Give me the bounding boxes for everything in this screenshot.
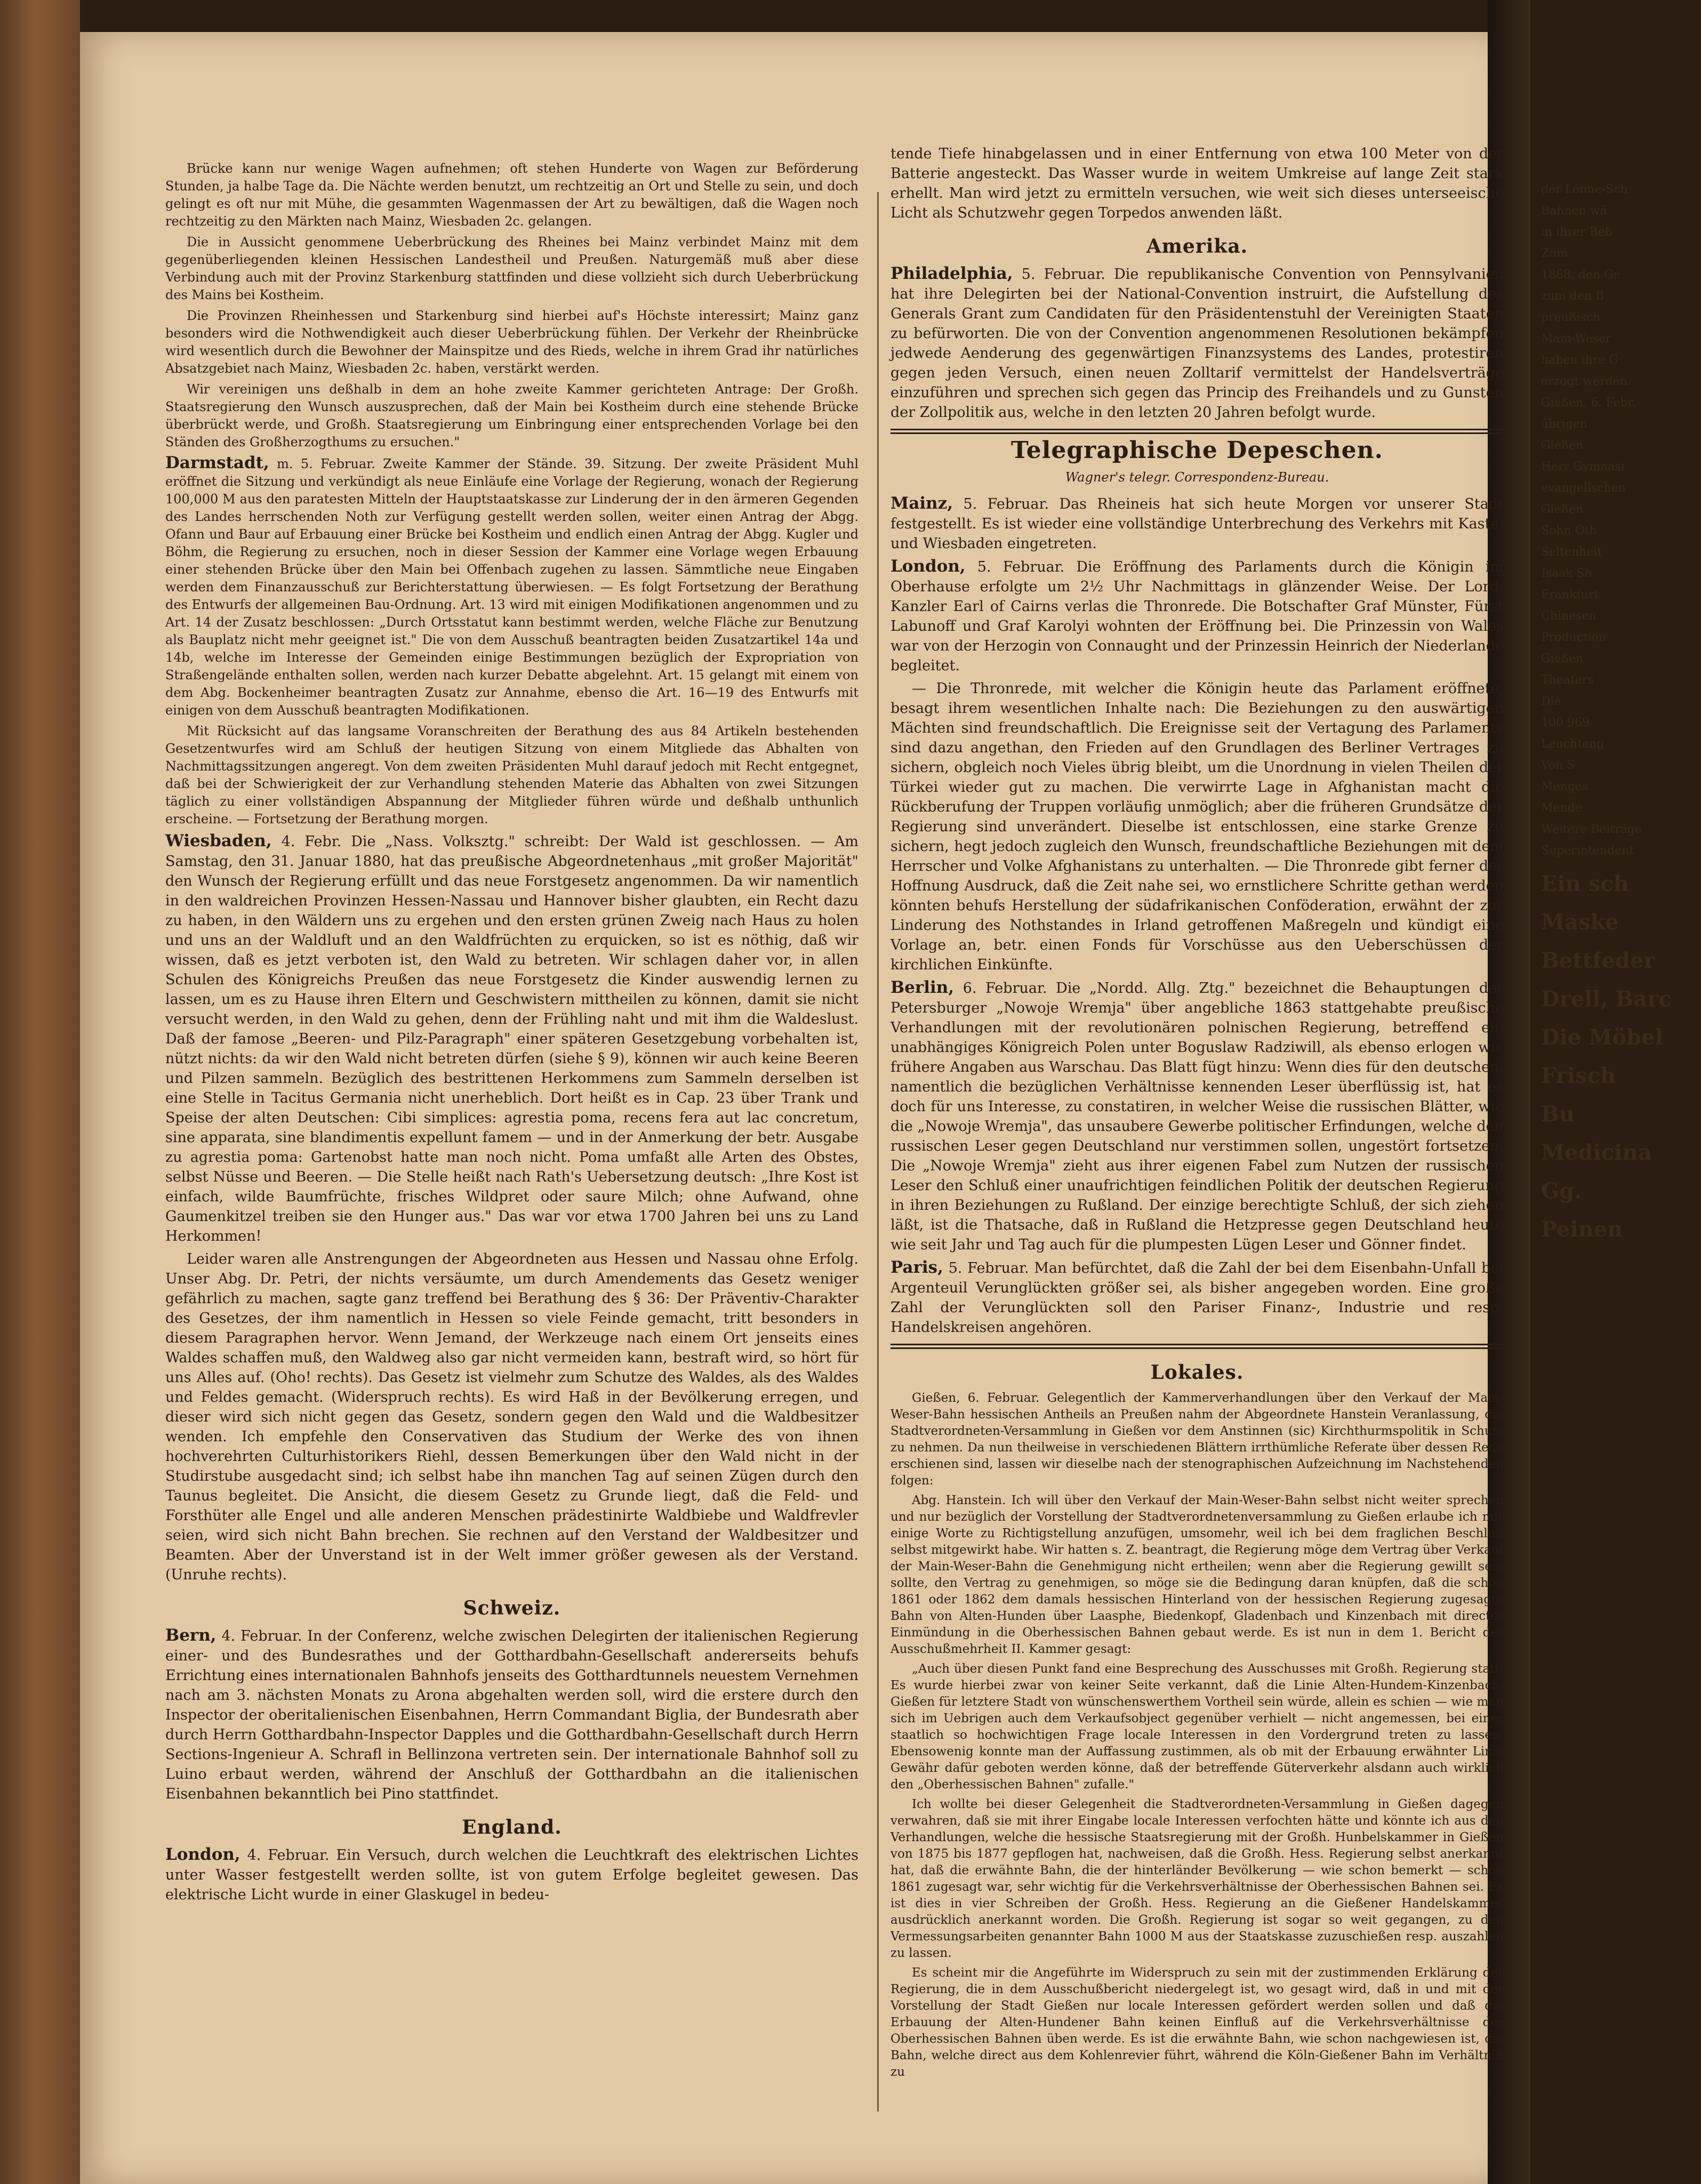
news-item-mainz [890, 494, 1504, 553]
cropped-line: 100 969 [1541, 716, 1590, 729]
column-middle [890, 144, 1504, 2084]
cropped-line: Mende [1541, 801, 1582, 815]
article-paragraph: Ich wollte bei dieser Gelegenheit die Stadtverordneten-Versammlung in Gießen dagegen verwahren, daß sie mit ihrer Eingabe locale Interessen verfochten hätte und könnte ich aus den Verhandlungen, welche die hessische Staatsregierung mit der Großh. Hunbelskammer in Gießen von 1875 bis 1877 gepflogen hat, nachweisen, daß die Großh. Hess. Regierung selbst anerkannt hat, daß die erwähnte Bahn, die der hinterländer Bevölkerung — wie schon bemerkt — schon 1861 zugesagt war, sehr wichtig für die Verkehrsverhältnisse der Oberhessischen Bahnen sei. Es ist dies in vier Schreiben der Großh. Hess. Regierung an die Gießener Handelskammer ausdrücklich anerkannt worden. Die Großh. Regierung ist sogar so weit gegangen, zu den Vermessungsarbeiten genannter Bahn 1000 M aus der Staatskasse zuzuschießen resp. auszahlen zu lassen. [890, 1797, 1504, 1960]
column-right-cropped [1541, 181, 1701, 1254]
article-paragraph: Abg. Hanstein. Ich will über den Verkauf der Main-Weser-Bahn selbst nicht weiter sprechen und nur bezüglich der Vorstellung der Stadtverordnetenversammlung zu Gießen erlaube ich mir einige Worte zu Richtigstellung anzufügen, umsomehr, weil ich bei dem fraglichen Beschluß selbst mitgewirkt habe. Wir hatten s. Z. beantragt, die Regierung möge dem Vertrag über Verkauf der Main-Weser-Bahn die Genehmigung nicht ertheilen; wenn aber die Regierung gewillt sein sollte, den Vertrag zu genehmigen, so möge sie die Bedingung daran knüpfen, daß die schon 1861 oder 1862 dem damals hessischen Hinterland von der hessischen Regierung zugesagte Bahn von Alten-Hunden über Laasphe, Biedenkopf, Gladenbach und Kinzenbach mit directer Einmündung in die Oberhessischen Bahnen gebaut werde. Es ist nun in dem 1. Bericht der Ausschußmehrheit II. Kammer gesagt: [890, 1494, 1504, 1656]
section-subheading: Wagner's telegr. Correspondenz-Bureau. [1065, 470, 1329, 485]
ad-heading: Die Möbel [1541, 1025, 1663, 1050]
dateline-place: Bern, [165, 1626, 216, 1645]
cropped-line: Bahnen wä [1541, 204, 1607, 218]
news-text: 5. Februar. Die republikanische Convention von Pennsylvanien hat ihre Delegirten bei der National-Convention instruirt, die Aufstellung des Generals Grant zum Candidaten für den Präsidentenstuhl der Vereinigten Staaten zu befürworten. Die von der Convention angenommenen Resolutionen bekämpfen jedwede Aenderung des gegenwärtigen Finanzsystems des Landes, protestiren gegen jeden Versuch, einen neuen Zolltarif vermittelst der Handelsverträge einzuführen und sprechen sich gegen das Princip des Freihandels und zu Gunsten der Zollpolitik aus, welche in den letzten 20 Jahren befolgt wurde. [890, 266, 1504, 421]
cropped-line: zum den B [1541, 290, 1604, 303]
dateline-place: Philadelphia, [890, 264, 1013, 283]
article-paragraph: Die in Aussicht genommene Ueberbrückung des Rheines bei Mainz verbindet Mainz mit dem gegenüberliegenden kleinen Hessischen Landestheil und Preußen. Naturgemäß muß aber diese Verbindung auch mit der Provinz Starkenburg stattfinden und diese vollzieht sich durch Ueberbrückung des Mains bei Kostheim. [165, 235, 858, 302]
news-item-berlin [890, 978, 1504, 1255]
article-paragraph: Brücke kann nur wenige Wagen aufnehmen; oft stehen Hunderte von Wagen zur Beförderung Stunden, ja halbe Tage da. Die Nächte werden benutzt, um rechtzeitig an Ort und Stelle zu sein, und doch gelingt es oft nur mit Mühe, die gesammten Wagenmassen der Art zu bewältigen, daß die Wagen noch rechtzeitig zu den Märkten nach Mainz, Wiesbaden 2c. gelangen. [165, 161, 858, 229]
ad-heading: Ein sch [1541, 871, 1629, 896]
column-left [165, 160, 858, 1908]
cropped-line: Leuchteng [1541, 737, 1604, 751]
cropped-line: Gießen [1541, 503, 1584, 516]
column-rule [877, 192, 879, 2111]
section-heading-amerika: Amerika. [1146, 235, 1248, 258]
news-text: 5. Februar. Die Eröffnung des Parlaments durch die Königin im Oberhause erfolgte um 2½ Uhr Nachmittags in glänzender Weise. Der Lord-Kanzler Earl of Cairns verlas die Thronrede. Die Botschafter Graf Münster, Fürst Labunoff und Graf Karolyi wohnten der Eröffnung bei. Die Prinzessin von Wales war von der Herzogin von Connaught und der Prinzessin Heinrich der Niederlande begleitet. [890, 559, 1504, 674]
article-paragraph: „Auch über diesen Punkt fand eine Besprechung des Ausschusses mit Großh. Regierung statt. Es wurde hierbei zwar von keiner Seite verkannt, daß die Linie Alten-Hundem-Kinzenbach-Gießen für letztere Stadt von wünschenswerthem Vortheil sein würde, allein es schien — wie man sich im Uebrigen auch dem Verkaufsobject gegenüber verhielt — nicht angemessen, bei einer staatlich so hochwichtigen Frage locale Interessen in den Vordergrund treten zu lassen. Ebensowenig konnte man der Auffassung zustimmen, als ob mit der Erbauung erwähnter Linie Gewähr dafür geboten werden könne, daß der betreffende Güterverkehr alsdann auch wirklich den „Oberhessischen Bahnen" zufalle." [890, 1662, 1504, 1792]
news-item-london [165, 1845, 858, 1905]
news-item-darmstadt [165, 454, 858, 719]
cropped-line: Gießen [1541, 439, 1584, 452]
cropped-line: Seltenheit [1541, 545, 1602, 559]
news-text: 6. Februar. Die „Nordd. Allg. Ztg." bezeichnet die Behauptungen der Petersburger „Nowoje Wremja" über angebliche 1863 stattgehabte preußische Verhandlungen mit der revolutionären polnischen Regierung, betreffend ein unabhängiges Königreich Polen unter Boguslaw Radziwill, als ebenso erlogen wie frühere Angaben aus Warschau. Das Blatt fügt hinzu: Wenn dies für den deutschen, namentlich die bezüglichen Verhältnisse kennenden Leser überflüssig ist, hat es doch für uns Interesse, zu constatiren, in welcher Weise die russischen Blätter, wie die „Nowoje Wremja", das unsaubere Gewerbe politischer Erfindungen, welche den russischen Leser gegen Deutschland nur verstimmen sollen, ungestört fortsetzen. Die „Nowoje Wremja" zieht aus ihrer eigenen Fabel zum Nutzen der russischen Leser den Schluß einer unaufrichtigen feindlichen Politik der deutschen Regierung in ihren Beziehungen zu Rußland. Der einzige berechtigte Schluß, der sich ziehen läßt, ist die Thatsache, daß in Rußland die Hetzpresse gegen Deutschland heute wie seit Jahr und Tag auch für die plumpesten Lügen Leser und Gönner findet. [890, 980, 1504, 1253]
section-heading-schweiz: Schweiz. [463, 1597, 561, 1619]
cropped-line: Main-Weser [1541, 332, 1611, 346]
cropped-line: preußisch [1541, 311, 1601, 324]
dateline-place: Paris, [890, 1258, 943, 1277]
ad-heading: Bettfeder [1541, 948, 1655, 973]
dateline-place: Berlin, [890, 978, 954, 997]
news-text: 5. Februar. Man befürchtet, daß die Zahl der bei dem Eisenbahn-Unfall bei Argenteuil Verunglückten größer sei, als bisher angegeben worden. Eine große Zahl der Verunglückten soll den Pariser Finanz-, Industrie und resp. Handelskreisen angehören. [890, 1260, 1504, 1336]
cropped-line: haben ihre G [1541, 354, 1618, 367]
cropped-line: evangelischen [1541, 481, 1626, 495]
dateline-place: Darmstadt, [165, 453, 269, 472]
news-text: 4. Februar. In der Conferenz, welche zwischen Delegirten der italienischen Regierung einer- und des Bundesrathes und der Gotthardbahn-Gesellschaft andererseits behufs Errichtung eines internationalen Bahnhofs jenseits des Gotthardtunnels neuestem Vernehmen nach am 3. nächsten Monats zu Arona abgehalten werden soll, wird die erstere durch den Inspector der oberitalienischen Eisenbahnen, Herrn Commandant Biglia, der Bundesrath aber durch Herrn Gotthardbahn-Inspector Dapples und die Gotthardbahn-Gesellschaft durch Herrn Sections-Ingenieur A. Schrafl in Bellinzona vertreten sein. Der internationale Bahnhof soll zu Luino erbaut werden, während der Anschluß der Gotthardbahn an die italienischen Eisenbahnen bekanntlich bei Pino stattfindet. [165, 1628, 858, 1802]
cropped-line: übrigen [1541, 417, 1588, 431]
ad-heading: Peinen [1541, 1217, 1623, 1242]
cropped-line: Theaters [1541, 673, 1594, 687]
article-paragraph: — Die Thronrede, mit welcher die Königin heute das Parlament eröffnete, besagt ihrem wesentlichen Inhalte nach: Die Beziehungen zu den auswärtigen Mächten sind freundschaftlich. Die Ereignisse seit der Vertagung des Parlaments sind dazu angethan, den Frieden auf den Grundlagen des Berliner Vertrages zu sichern, obgleich noch Vieles übrig bleibt, um die Unordnung in vielen Theilen der Türkei wieder gut zu machen. Die verwirrte Lage in Afghanistan macht die Rückberufung der Truppen vorläufig unmöglich; aber die früheren Grundsätze der Regierung sind unverändert. Dieselbe ist entschlossen, eine starke Grenze zu sichern, hegt jedoch zugleich den Wunsch, freundschaftliche Beziehungen mit dem Herrscher und Volke Afghanistans zu unterhalten. — Die Thronrede gibt ferner der Hoffnung Ausdruck, daß die Zeit nahe sei, wo ernstlichere Schritte gethan werden könnten behufs Herstellung der südafrikanischen Conföderation, erwähnt der zur Linderung des Nothstandes in Irland getroffenen Maßregeln und kündigt eine Vorlage an, betr. einen Fonds für Vorschüsse aus den Ueberschüssen der kirchlichen Einkünfte. [890, 680, 1504, 973]
cropped-line: Production [1541, 631, 1607, 644]
article-paragraph: Es scheint mir die Angeführte im Widerspruch zu sein mit der zustimmenden Erklärung der Regierung, die in dem Ausschußbericht niedergelegt ist, wo gesagt wird, daß in und mit der Vorstellung der Stadt Gießen nur locale Interessen gefördert werden sollen und daß die Erbauung der Alten-Hundener Bahn keinen Einfluß auf die Verkehrsverhältnisse der Oberhessischen Bahnen üben werde. Es ist die erwähnte Bahn, wie schon nachgewiesen ist, die Bahn, welche direct aus dem Kohlenrevier führt, während die Köln-Gießener Bahn im Verhältniß zu [890, 1966, 1504, 2079]
cropped-line: Gießen, 6. Febr. [1541, 396, 1636, 410]
section-divider [890, 429, 1504, 434]
book-spine [0, 0, 80, 2184]
ad-heading: Frisch [1541, 1063, 1616, 1088]
cropped-line: Superintendent [1541, 844, 1634, 857]
dateline-place: London, [890, 557, 966, 576]
ad-heading: Bu [1541, 1102, 1575, 1127]
news-text: m. 5. Februar. Zweite Kammer der Stände. 39. Sitzung. Der zweite Präsident Muhl eröffnet die Sitzung und verkündigt als neue Einläufe eine Vorlage der Regierung, wonach der Regierung 100,000 M aus den paratesten Mitteln der Hauptstaatskasse zur Linderung der in den ärmeren Gegenden des Landes herrschenden Noth zur Verfügung gestellt werden sollen, weiter einen Antrag der Abgg. Ofann und Baur auf Erbauung einer Brücke bei Kostheim und endlich einen Antrag der Abgg. Kugler und Böhm, die Regierung zu ersuchen, noch in dieser Session der Kammer eine Vorlage wegen Erbauung einer stehenden Brücke über den Main bei Offenbach zugehen zu lassen. Sämmtliche neue Eingaben werden dem Finanzausschuß zur Berichterstattung überwiesen. — Es folgt Fortsetzung der Berathung des Entwurfs der allgemeinen Bau-Ordnung. Art. 13 wird mit einigen Modifikationen angenommen und zu Art. 14 der Zusatz beschlossen: „Durch Ortsstatut kann bestimmt werden, welche Fläche zur Benutzung als Bauplatz nicht mehr geeignet ist." Die von dem Ausschuß beantragten beiden Zusatzartikel 14a und 14b, welche im Interesse der Gemeinden einige Bestimmungen bezüglich der Expropriation von Straßengelände enthalten sollen, werden nach kurzer Debatte abgelehnt. Art. 15 gelangt mit einem von dem Abg. Bockenheimer beantragten Zusatz zur Annahme, ebenso die Art. 16—19 des Entwurfs mit einigen von dem Ausschuß beantragten Modifikationen. [165, 456, 858, 718]
article-paragraph: Gießen, 6. Februar. Gelegentlich der Kammerverhandlungen über den Verkauf der Main-Weser-Bahn hessischen Antheils an Preußen nahm der Abgeordnete Hanstein Veranlassung, die Stadtverordneten-Versammlung in Gießen vor dem Anstinnen (sic) Kirchthurmspolitik in Schutz zu nehmen. Da nun theilweise in verschiedenen Blättern irrthümliche Referate über dessen Rede erschienen sind, lassen wir dieselbe nach der stenographischen Aufzeichnung im Nachstehenden folgen: [890, 1391, 1504, 1488]
ad-heading: Gg. [1541, 1178, 1582, 1203]
article-paragraph: Die Provinzen Rheinhessen und Starkenburg sind hierbei auf's Höchste interessirt; Mainz ganz besonders wird die Nothwendigkeit auch dieser Ueberbrückung fühlen. Der Verkehr der Rheinbrücke wird wesentlich durch die Bewohner der Mainspitze und des Rieds, welche in ihrem Grad ihr natürliches Absatzgebiet nach Mainz, Wiesbaden 2c. haben, verstärkt werden. [165, 308, 858, 376]
section-heading-telegraphische-depeschen: Telegraphische Depeschen. [1011, 437, 1383, 464]
cropped-line: Sohn Oth [1541, 524, 1597, 537]
news-text: 4. Febr. Die „Nass. Volksztg." schreibt: Der Wald ist geschlossen. — Am Samstag, den 31. Januar 1880, hat das preußische Abgeordnetenhaus „mit großer Majorität" den Wunsch der Regierung erfüllt und das neue Forstgesetz angenommen. Da wir namentlich in den waldreichen Provinzen Hessen-Nassau und Hannover bisher glaubten, ein Recht dazu zu haben, in den Wäldern uns zu ergehen und den ersten grünen Zweig nach Haus zu holen und uns an der Waldluft und an den Waldfrüchten zu erquicken, so ist es nöthig, daß wir wissen, daß es jetzt verboten ist, den Wald zu betreten. Wir schlagen daher vor, in allen Schulen des Königreichs Preußen das neue Forstgesetz die Kinder auswendig lernen zu lassen, um es zu Hause ihren Eltern und Geschwistern mittheilen zu können, damit sie nicht versucht werden, in den Wald zu gehen, denn der Frühling naht und mit ihm die Waldeslust. Daß der famose „Beeren- und Pilz-Paragraph" einer späteren Gesetzgebung vorbehalten ist, nützt nichts: da wir den Wald nicht betreten dürfen (siehe § 9), können wir auch keine Beeren und Pilzen sammeln. Bezüglich des bestrittenen Herkommens zum Sammeln derselben ist eine Stelle in Tacitus Germania nicht unerheblich. Dort heißt es in Cap. 23 über Trank und Speise der alten Deutschen: Cibi simplices: agrestia poma, recens fera aut lac concretum, sine apparata, sine blandimentis expellunt famem — und in der Anmerkung der betr. Ausgabe zu agrestia poma: Gartenobst hatte man noch nicht. Poma umfaßt alle Arten des Obstes, selbst Nüsse und Beeren. — Die Stelle heißt nach Rath's Uebersetzung deutsch: „Ihre Kost ist einfach, wilde Baumfrüchte, frisches Wildpret oder saure Milch; ohne Aufwand, ohne Gaumenkitzel treiben sie den Hunger aus." Das war vor etwa 1700 Jahren bei uns zu Land Herkommen! [165, 833, 858, 1244]
cropped-line: Isaak Sh [1541, 567, 1592, 580]
section-divider [890, 1344, 1504, 1349]
news-text: 5. Februar. Das Rheineis hat sich heute Morgen vor unserer Stadt festgestellt. Es ist wieder eine vollständige Unterbrechung des Verkehrs mit Kastel und Wiesbaden eingetreten. [890, 496, 1504, 552]
cropped-line: Die [1541, 695, 1561, 708]
cropped-line: Herr Gymnasi [1541, 460, 1625, 473]
article-paragraph: Wir vereinigen uns deßhalb in dem an hohe zweite Kammer gerichteten Antrage: Der Großh. Staatsregierung den Wunsch auszusprechen, daß der Main bei Kostheim durch eine stehende Brücke überbrückt werde, und Großh. Staatsregierung um Einbringung einer entsprechenden Vorlage bei den Ständen des Großherzogthums zu ersuchen." [165, 382, 858, 449]
cropped-line: Menges [1541, 780, 1588, 793]
news-text: 4. Februar. Ein Versuch, durch welchen die Leuchtkraft des elektrischen Lichtes unter Wasser festgestellt werden sollte, ist von gutem Erfolge begleitet gewesen. Das elektrische Licht wurde in einer Glaskugel in bedeu- [165, 1847, 858, 1903]
dateline-place: Mainz, [890, 494, 953, 513]
dateline-place: Wiesbaden, [165, 831, 272, 850]
section-heading-england: England. [462, 1816, 562, 1838]
cropped-line: 1868, den Ge [1541, 268, 1620, 282]
news-item-london [890, 557, 1504, 676]
ad-heading: Maske [1541, 910, 1619, 935]
article-paragraph: Mit Rücksicht auf das langsame Voranschreiten der Berathung des aus 84 Artikeln bestehenden Gesetzentwurfes wird am Schluß der heutigen Sitzung von einem Mitgliede das Abhalten von Nachmittagssitzungen angeregt. Von dem zweiten Präsidenten Muhl darauf jedoch mit Recht entgegnet, daß bei der Schwierigkeit der zur Verhandlung stehenden Materie das Abhalten von zwei Sitzungen täglich zu einer vollständigen Abspannung der Mitglieder führen würde und deßhalb unthunlich erscheine. — Fortsetzung der Berathung morgen. [165, 724, 858, 826]
cropped-line: in ihrer Beß [1541, 226, 1613, 239]
newspaper-page [80, 32, 1672, 2184]
ad-heading: Drell, Barc [1541, 986, 1672, 1011]
news-item-philadelphia [890, 264, 1504, 422]
ad-heading: Medicina [1541, 1140, 1652, 1165]
cropped-line: der Lenne-Sch [1541, 183, 1628, 196]
section-heading-lokales: Lokales. [1150, 1361, 1244, 1384]
cropped-line: Gießen [1541, 652, 1584, 665]
cropped-line: Chinesen [1541, 609, 1596, 623]
cropped-line: Frankfurt [1541, 588, 1599, 601]
news-item-paris [890, 1258, 1504, 1337]
news-item-bern [165, 1626, 858, 1804]
news-item-wiesbaden [165, 831, 858, 1246]
cropped-line: Zum [1541, 247, 1568, 260]
cropped-line: Von S [1541, 759, 1575, 772]
cropped-line: Weitere Beiträge [1541, 823, 1642, 836]
article-paragraph: Leider waren alle Anstrengungen der Abgeordneten aus Hessen und Nassau ohne Erfolg. Unser Abg. Dr. Petri, der nichts versäumte, um durch Amendements das Gesetz weniger gefährlich zu machen, sagte ganz treffend bei Berathung des § 36: Der Präventiv-Charakter des Gesetzes, der ihm namentlich in Hessen so viele Feinde gemacht, tritt besonders in diesem Paragraphen hervor. Wenn Jemand, der Werkzeuge nach einem Ort jenseits eines Waldes schaffen muß, den Waldweg also gar nicht vermeiden kann, bestraft wird, so hört für uns Alles auf. (Oho! rechts). Das Gesetz ist vielmehr zum Schutze des Waldes, als des Waldes und Feldes gemacht. (Widerspruch rechts). Es wird Haß in der Bevölkerung erregen, und dieser wird sich nicht gegen das Gesetz, sondern gegen den Wald und die Waldbesitzer wenden. Ich empfehle den Conservativen das Studium der Werke des von ihnen hochverehrten Culturhistorikers Riehl, dessen Bemerkungen über den Wald nicht in der Studirstube ausgedacht sind; ich selbst habe ihn manchen Tag auf seinen Zügen durch den Taunus begleitet. Die Ansicht, die diesem Gesetz zu Grunde liegt, daß die Feld- und Forsthüter alle Engel und alle anderen Menschen prädestinirte Waldbiebe und Waldfrevler seien, wird sich nicht Bahn brechen. Sie rechnen auf den Verstand der Waldbesitzer und Beamten. Aber der Unverstand ist in der Welt immer größer gewesen als der Verstand. (Unruhe rechts). [165, 1251, 858, 1583]
dateline-place: London, [165, 1845, 240, 1864]
article-paragraph: tende Tiefe hinabgelassen und in einer Entfernung von etwa 100 Meter von der Batterie angesteckt. Das Wasser wurde in weitem Umkreise auf lange Zeit stark erhellt. Man wird jetzt zu ermitteln versuchen, wie weit sich dieses unterseeische Licht als Schutzwehr gegen Torpedos anwenden läßt. [890, 146, 1504, 221]
cropped-line: erzogt werden. [1541, 375, 1631, 388]
